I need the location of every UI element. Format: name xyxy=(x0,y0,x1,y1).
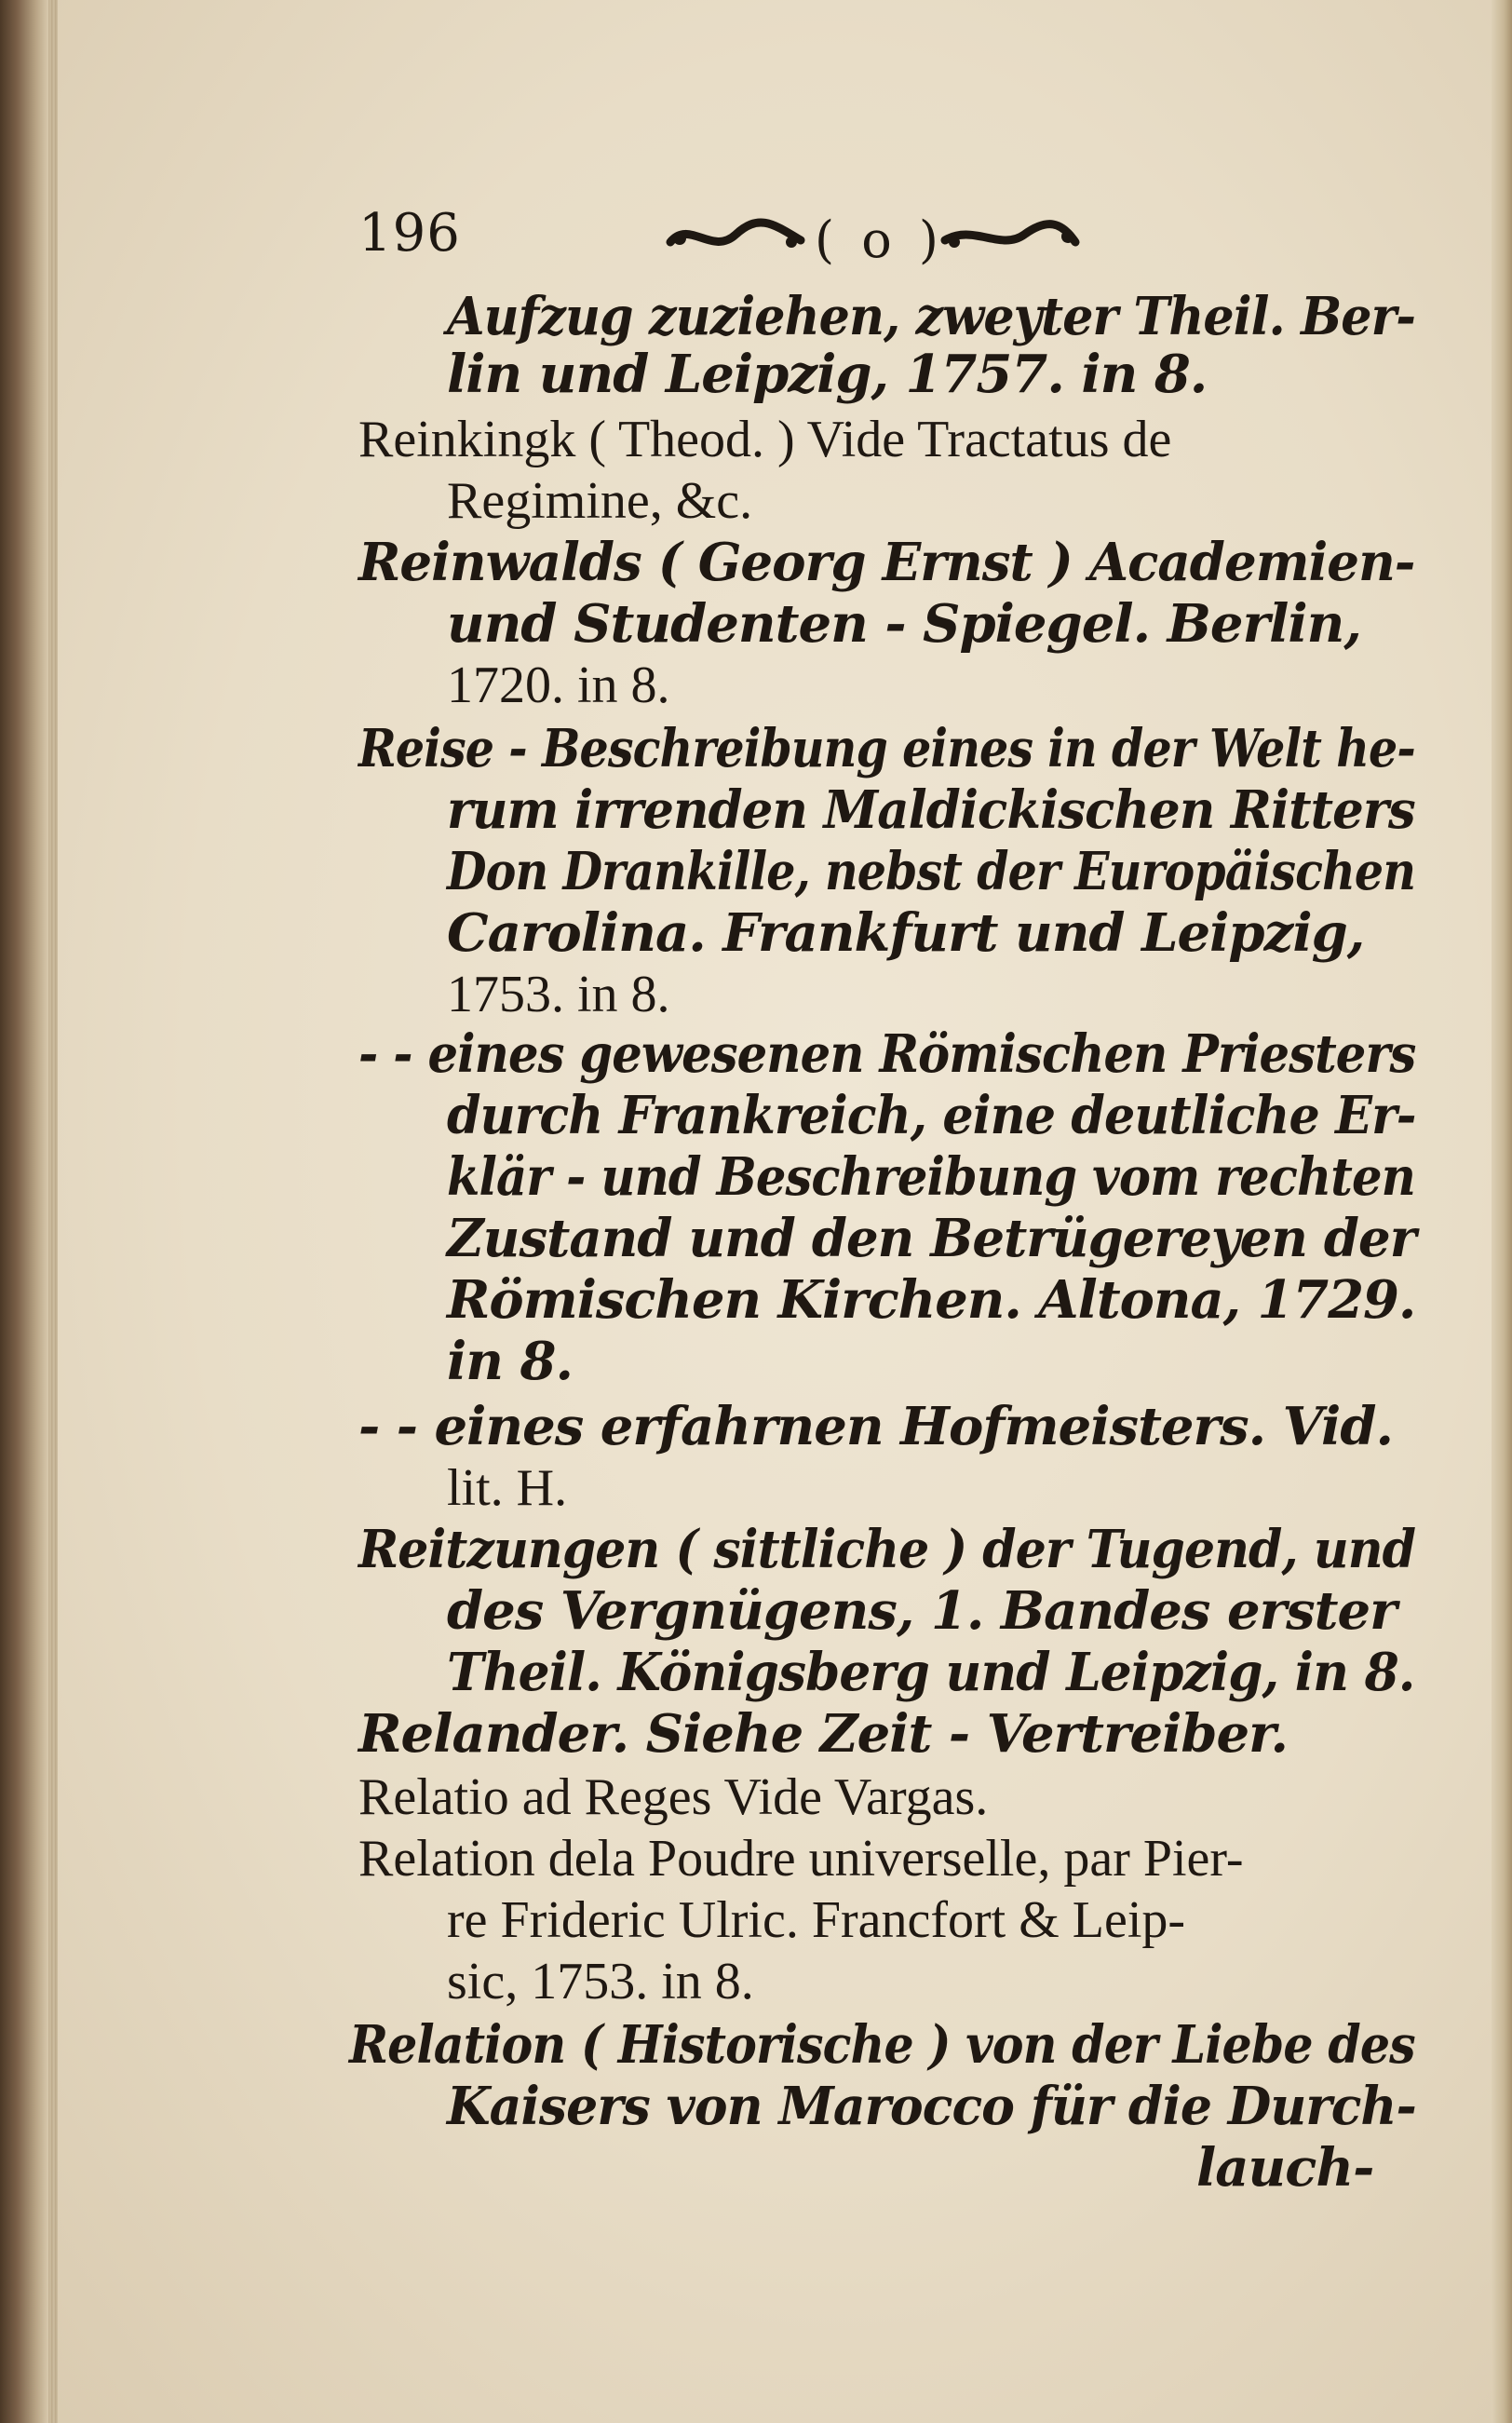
page-edges-right xyxy=(1492,0,1512,2423)
text-line: klär - und Beschreibung vom rechten xyxy=(447,1146,1415,1208)
text-line: 1720. in 8. xyxy=(447,657,670,714)
text-line: und Studenten - Spiegel. Berlin, xyxy=(447,593,1361,655)
text-line: Reinkingk ( Theod. ) Vide Tractatus de xyxy=(358,411,1172,468)
text-line: Regimine, &c. xyxy=(447,472,753,530)
ornament-right-icon xyxy=(936,214,1085,261)
ornament-text: ( o ) xyxy=(815,210,944,269)
text-line: 1753. in 8. xyxy=(447,966,670,1023)
text-line: durch Frankreich, eine deutliche Er- xyxy=(447,1085,1416,1146)
text-line: lin und Leipzig, 1757. in 8. xyxy=(447,344,1208,405)
text-line: Kaisers von Marocco für die Durch- xyxy=(447,2076,1416,2137)
page-edges-left xyxy=(48,0,58,2423)
text-line: re Frideric Ulric. Francfort & Leip- xyxy=(447,1891,1186,1949)
text-line: Theil. Königsberg und Leipzig, in 8. xyxy=(447,1642,1415,1703)
catchword: lauch- xyxy=(1196,2137,1374,2199)
text-line: Römischen Kirchen. Altona, 1729. xyxy=(447,1269,1416,1331)
text-line: Relatio ad Reges Vide Vargas. xyxy=(358,1768,989,1826)
text-line: Reitzungen ( sittliche ) der Tugend, und xyxy=(358,1519,1416,1580)
text-line: Carolina. Frankfurt und Leipzig, xyxy=(447,902,1365,964)
text-line: Don Drankille, nebst der Europäischen xyxy=(447,841,1416,902)
text-line: Relander. Siehe Zeit - Vertreiber. xyxy=(358,1703,1289,1765)
text-line: lit. H. xyxy=(447,1459,568,1517)
text-line: des Vergnügens, 1. Bandes erster xyxy=(447,1580,1397,1642)
text-line: Reinwalds ( Georg Ernst ) Academien- xyxy=(358,532,1415,593)
page-header xyxy=(358,203,1103,277)
book-binding xyxy=(0,0,48,2423)
page-number: 196 xyxy=(358,203,461,264)
text-line: Aufzug zuziehen, zweyter Theil. Ber- xyxy=(447,286,1415,347)
text-line: - - eines gewesenen Römischen Priesters xyxy=(358,1023,1416,1085)
text-line: in 8. xyxy=(447,1331,573,1392)
text-line: sic, 1753. in 8. xyxy=(447,1953,754,2010)
ornament-left-icon xyxy=(661,214,810,261)
text-line: rum irrenden Maldickischen Ritters xyxy=(447,779,1415,841)
text-line: - - eines erfahrnen Hofmeisters. Vid. xyxy=(358,1396,1393,1457)
text-line: Reise - Beschreibung eines in der Welt he- xyxy=(358,718,1415,779)
text-line: Zustand und den Betrügereyen der xyxy=(447,1208,1416,1269)
text-line: Relation dela Poudre universelle, par Pier- xyxy=(358,1830,1244,1888)
text-line: Relation ( Historische ) von der Liebe des xyxy=(349,2014,1415,2076)
